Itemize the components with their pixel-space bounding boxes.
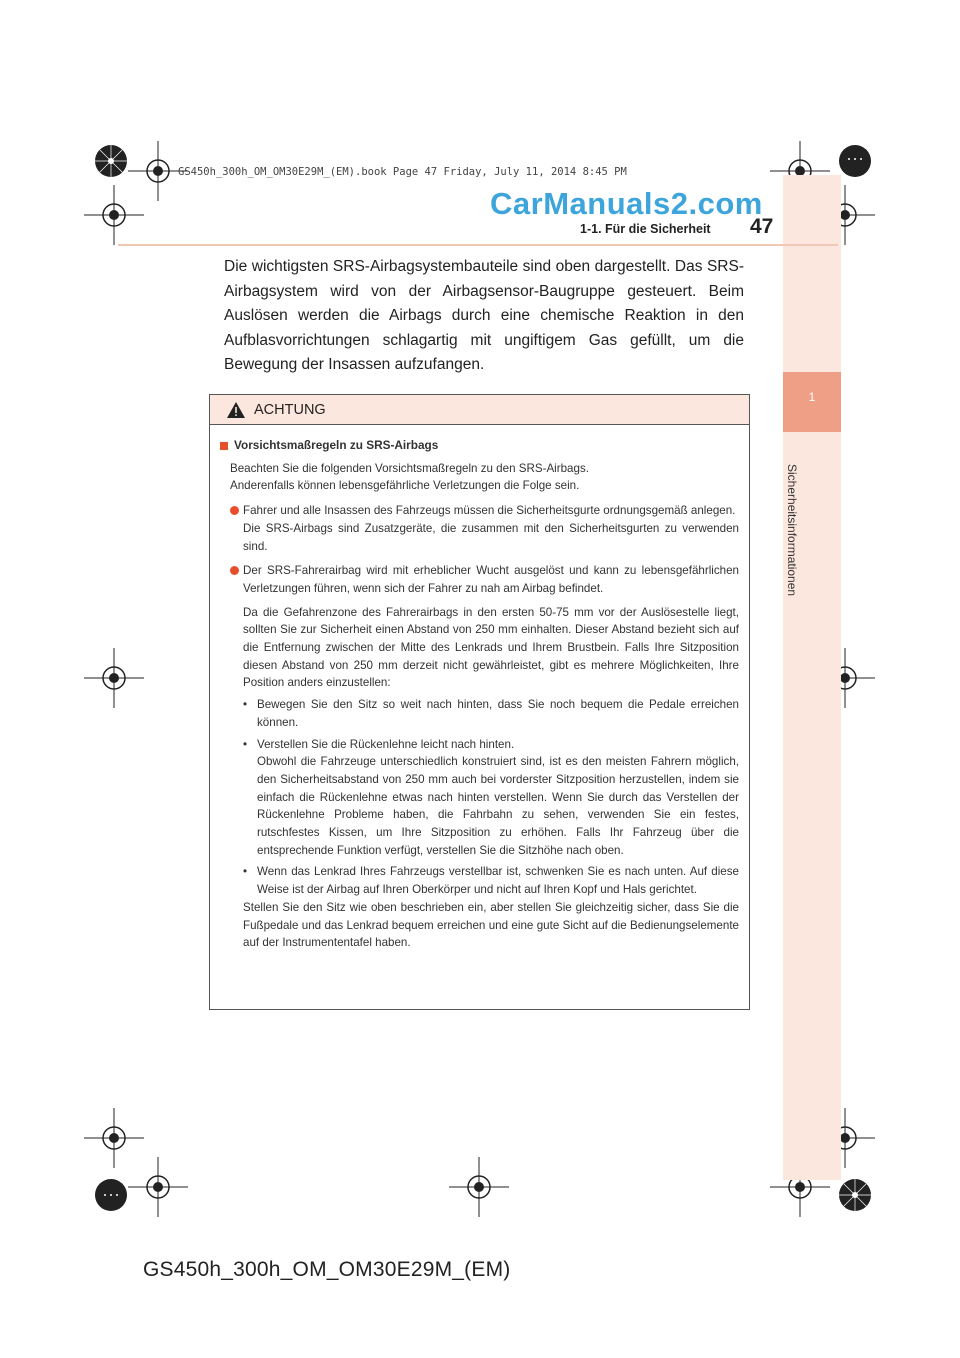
header-rule	[118, 244, 838, 246]
warning-header	[210, 395, 749, 425]
side-tab	[783, 175, 841, 1180]
registration-mark-icon	[84, 648, 144, 708]
middot-bullet: •	[243, 865, 248, 879]
bullet-text: Der SRS-Fahrerairbag wird mit erheblicher Wucht ausgelöst und kann zu lebensgefährlichen Verletzungen führen, wenn sich der Fahrer zu nah am Airbag befindet.	[243, 564, 739, 595]
sunburst-mark-icon	[838, 1178, 872, 1212]
bullet-item	[220, 562, 739, 952]
sub-list-text: Verstellen Sie die Rückenlehne leicht nach hinten.	[257, 737, 515, 751]
sub-list-continuation: Obwohl die Fahrzeuge unterschiedlich konstruiert sind, ist es den meisten Fahrern möglich, den Sicherheitsabstand von 250 mm auch bei vorderster Sitzposition herzustellen, indem sie einfach die Rückenlehne etwas nach hinten verstellen. Wenn Sie durch das Verstellen der Rückenlehne Probleme haben, die Fahrbahn zu sehen, verwenden Sie ein festes, rutschfestes Kissen, um Ihre Sitzposition zu erhöhen. Falls Ihr Fahrzeug über die entsprechende Funktion verfügt, verstellen Sie die Sitzhöhe nach oben.	[257, 755, 739, 857]
registration-mark-icon	[128, 1157, 188, 1217]
warning-heading-text: Vorsichtsmaßregeln zu SRS-Airbags	[234, 438, 439, 452]
warning-heading	[220, 437, 739, 455]
round-bullet-icon	[230, 566, 239, 575]
bullet-text: Da die Gefahrenzone des Fahrerairbags in den ersten 50-75 mm vor der Auslösestelle liegt, sollten Sie zur Sicherheit einen Abstand von 250 mm einhalten. Dieser Abstand bezieht sich auf die Entfernung zwischen der Mitte des Lenkrads und Ihrem Brustbein. Falls Ihre Sitzposition diesen Abstand von 250 mm derzeit nicht gewährleistet, gibt es mehrere Möglichkeiten, Ihre Position anders einzustellen:	[243, 605, 739, 690]
warning-lead: Beachten Sie die folgenden Vorsichtsmaßregeln zu den SRS-Airbags.	[230, 461, 589, 475]
sub-list-text: Wenn das Lenkrad Ihres Fahrzeugs verstellbar ist, schwenken Sie es nach unten. Auf diese Weise ist der Airbag auf Ihren Oberkörper und nicht auf Ihren Kopf und Hals gerichtet.	[257, 865, 739, 897]
closing-text: Stellen Sie den Sitz wie oben beschrieben ein, aber stellen Sie gleichzeitig sicher, dass Sie die Fußpedale und das Lenkrad bequem erreichen und eine gute Sicht auf die Bedienungselemente auf der Instrumententafel haben.	[243, 900, 739, 950]
registration-mark-icon	[449, 1157, 509, 1217]
chapter-label: Sicherheitsinformationen	[785, 463, 799, 597]
footer-code: GS450h_300h_OM_OM30E29M_(EM)	[143, 1258, 511, 1281]
watermark: CarManuals2.com	[490, 186, 763, 221]
bullet-text: Die SRS-Airbags sind Zusatzgeräte, die zusammen mit den Sicherheitsgurten zu verwenden sind.	[243, 521, 739, 553]
warning-box	[209, 394, 750, 1010]
warning-title: ACHTUNG	[254, 401, 326, 418]
square-bullet-icon	[220, 442, 228, 450]
intro-paragraph: Die wichtigsten SRS-Airbagsystembauteile sind oben dargestellt. Das SRS-Airbagsystem wird von der Airbagsensor-Baugruppe gesteuert. Beim Auslösen werden die Airbags durch eine chemische Reaktion in den Aufblasvorrichtungen schlagartig mit ungiftigem Gas gefüllt, um die Bewegung der Insassen aufzufangen.	[224, 258, 744, 373]
sub-list-item	[243, 863, 739, 898]
warning-lead-2: Anderenfalls können lebensgefährliche Verletzungen die Folge sein.	[230, 479, 580, 493]
registration-mark-icon	[84, 185, 144, 245]
page-number: 47	[750, 215, 774, 238]
sub-list-item	[243, 696, 739, 731]
book-info-line: GS450h_300h_OM_OM30E29M_(EM).book Page 47 Friday, July 11, 2014 8:45 PM	[178, 166, 627, 178]
chapter-number: 1	[783, 372, 841, 432]
section-title: 1-1. Für die Sicherheit	[580, 222, 711, 236]
middot-bullet: •	[243, 737, 248, 751]
sub-list-text: Bewegen Sie den Sitz so weit nach hinten, dass Sie noch bequem die Pedale erreichen können.	[257, 698, 739, 729]
sunburst-mark-icon	[94, 144, 128, 178]
warning-body	[210, 425, 749, 952]
round-bullet-icon	[230, 506, 239, 515]
sunburst-mark-icon	[94, 1178, 128, 1212]
sunburst-mark-icon	[838, 144, 872, 178]
bullet-text: Fahrer und alle Insassen des Fahrzeugs müssen die Sicherheitsgurte ordnungsgemäß anlegen.	[243, 504, 736, 518]
warning-triangle-icon	[226, 401, 246, 419]
sub-list-item	[243, 736, 739, 754]
middot-bullet: •	[243, 698, 248, 712]
bullet-item	[220, 502, 739, 555]
